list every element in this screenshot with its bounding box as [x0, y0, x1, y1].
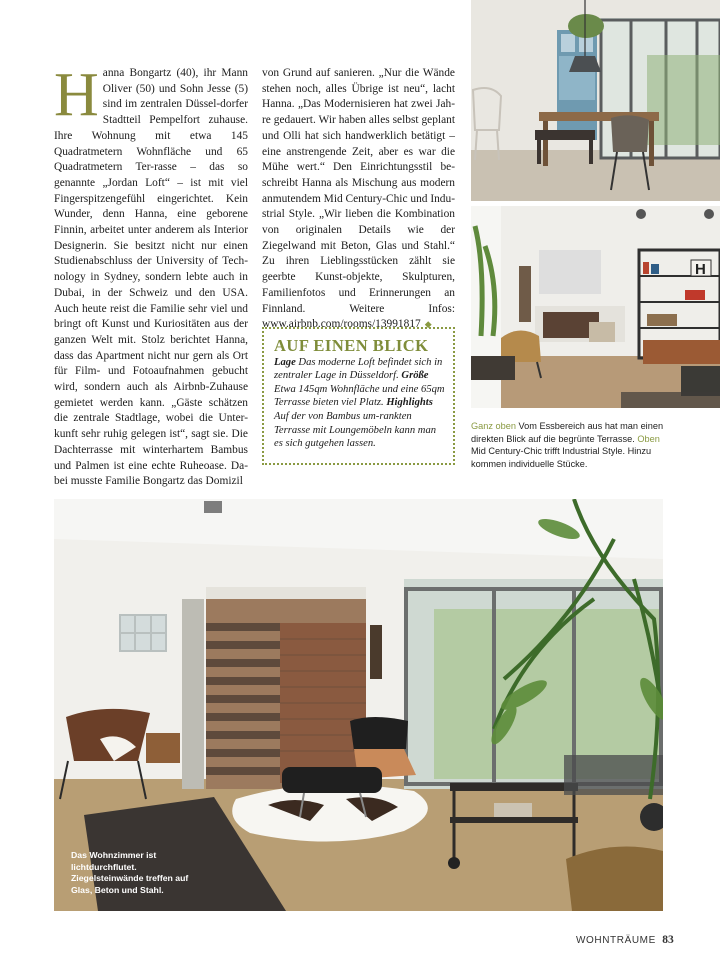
article-text: objekte, Skulpturen, Familienfotos und Erinnerungen an Finnland. Weitere Infos: www.airbnb.com/rooms/13991817 — [262, 271, 455, 331]
living-area-photo — [471, 206, 720, 408]
caption-text: Mid Century-Chic trifft Industrial Style. Hinzu kommen individuelle Stücke. — [471, 446, 652, 469]
dining-area-photo — [471, 0, 720, 201]
photo-caption-right — [471, 420, 671, 470]
article-column-2 — [262, 66, 455, 333]
caption-text: Vom Essbereich aus hat man einen direkten Blick auf die begrünte Terrasse. — [471, 421, 664, 444]
article-text: rasse – das so genannte „Jordan Loft“ – ist mit viel Fingerspitzengefühl eingerichtet. Kein Wunder, denn Hanna, eine geborene Finnin, arbeitet unter anderem als Interior Designerin. Sie besitzt nicht nur einen Studienabschluss der University of Tech- — [54, 161, 249, 268]
box-item — [274, 356, 445, 451]
article-text: von Grund auf sanieren. „Nur die Wände stehen noch, alles Übrige ist neu“, lacht Hanna. „Das Modernisieren hat zwei Jah- — [262, 67, 455, 111]
end-diamond-icon: ◆ — [424, 319, 432, 330]
article-text: re gedauert. Wir haben alles selbst geplant und Olli hat sich handwerklich betätigt – eine anstrengende Zeit, aber es war die Mühe wert.“ Den Einrichtungsstil be- — [262, 114, 455, 174]
box-item-text: Das moderne Loft befindet sich in zentraler Lage in Düsseldorf. — [274, 356, 443, 382]
box-item-text: Etwa 145qm Wohnfläche und eine 65qm Terrasse bieten viel Platz. — [274, 383, 445, 409]
at-a-glance-box — [262, 327, 455, 465]
article-text: strial Style. „Wir lieben die Kombination von originalen Details wie der Ziegelwand mit Beton, Glas und Stahl.“ Zu ihren Lieblingsstücken zählt sie geerbte Kunst- — [262, 208, 455, 284]
box-title: AUF EINEN BLICK — [274, 336, 429, 355]
article-text: bei musste Familie Bongartz das Domizil — [54, 475, 243, 488]
page-footer — [576, 934, 674, 946]
article-text: schreibt Hanna als Mischung aus modern anmutendem Mid Century-Chic und Indu- — [262, 176, 455, 205]
box-item-label: Highlights — [386, 397, 433, 409]
caption-label: Oben — [637, 433, 660, 444]
article-text: kunft sehr ruhig gelegen ist“, sagt sie. Die Dachterrasse mit winterhartem Bambus und Palmen ist eine echte Ruheoase. Da- — [54, 428, 248, 472]
article-text: anna Bongartz (40), ihr Mann Oliver (50) und Sohn Jesse (5) sind im zentralen Düssel- — [102, 67, 248, 111]
dining-area-illustration — [471, 0, 720, 201]
drop-cap: H — [54, 61, 99, 129]
box-item-label: Größe — [401, 370, 429, 382]
sign-letter: H — [695, 261, 706, 278]
article-column-1 — [54, 61, 249, 490]
article-text: dorfer Stadtteil Pempelfort zuhause. Ihre Wohnung mit etwa 145 Quadratmetern Wohnfläche und 65 Quadratmetern Ter- — [54, 98, 248, 174]
page-number: 83 — [662, 934, 674, 946]
main-photo-caption: Das Wohnzimmer ist lichtdurchflutet. Ziegelsteinwände treffen auf Glas, Beton und Stahl. — [71, 850, 189, 895]
article-text: nology in Sydney, sondern lebte auch in Dubai, in der Schweiz und den USA. Auch heute reist die Familie sehr viel und bringt oft Kunst und Kuriositäten aus der ganzen Welt mit. Stolz berichtet Hanna, dass das Apartment nicht nur gern als Ort für Film- und Fotoaufnahmen gebucht wird, sondern auch als Airbnb-Zuhause gemietet werden kann. „Gäste schätzen die zentrale Stadtlage, wobei die Unter- — [54, 271, 248, 425]
caption-label: Ganz oben — [471, 421, 519, 431]
box-item-text: Auf der von Bambus um-rankten Terrasse mit Loungemöbeln kann man es sich gutgehen lassen. — [274, 410, 437, 450]
box-item-label: Lage — [274, 356, 299, 368]
living-area-illustration — [471, 206, 720, 408]
magazine-name: WOHNTRÄUME — [576, 935, 656, 946]
